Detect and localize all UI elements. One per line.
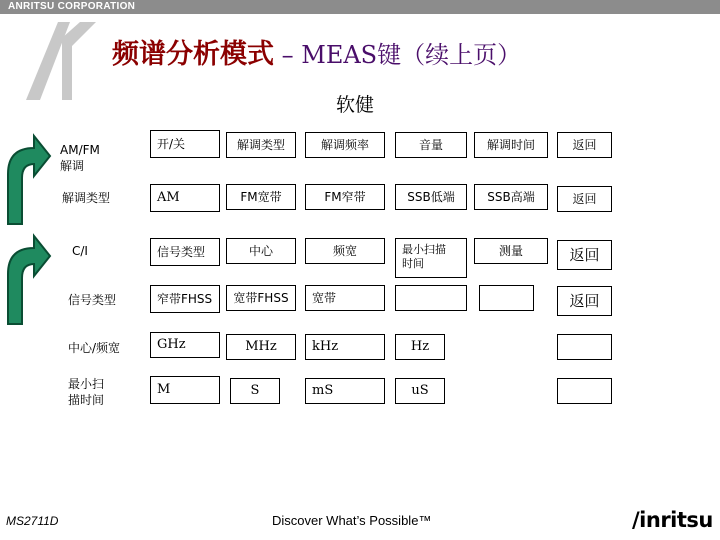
softkey-m[interactable]: M	[150, 376, 220, 404]
title-main: 频谱分析模式	[112, 39, 274, 70]
softkey-min-sweep-time[interactable]: 最小扫描 时间	[395, 238, 467, 278]
top-banner	[0, 0, 720, 14]
softkey-heading: 软健	[336, 94, 375, 116]
softkey-s[interactable]: S	[230, 378, 280, 404]
curved-arrow-icon	[2, 226, 52, 326]
row-label-demod-type: 解调类型	[62, 191, 111, 205]
softkey-demod-type[interactable]: 解调类型	[226, 132, 296, 158]
softkey-demod-time[interactable]: 解调时间	[474, 132, 548, 158]
softkey-signal-type[interactable]: 信号类型	[150, 238, 220, 266]
softkey-khz[interactable]: kHz	[305, 334, 385, 360]
softkey-mhz[interactable]: MHz	[226, 334, 296, 360]
softkey-return[interactable]: 返回	[557, 286, 612, 316]
title-sub: – MEAS键（续上页）	[274, 41, 522, 69]
anritsu-logo-mark-icon	[6, 18, 98, 102]
softkey-wideband-fhss[interactable]: 宽带FHSS	[226, 285, 296, 311]
row-label-line: 描时间	[68, 393, 105, 407]
softkey-ms[interactable]: mS	[305, 378, 385, 404]
company-name: ANRITSU CORPORATION	[8, 1, 136, 12]
row-label-min-sweep-time	[68, 376, 104, 408]
softkey-return[interactable]: 返回	[557, 186, 612, 212]
row-label-line: 最小扫	[68, 377, 105, 391]
softkey-return[interactable]: 返回	[557, 132, 612, 158]
softkey-return[interactable]: 返回	[557, 240, 612, 270]
softkey-am[interactable]: AM	[150, 184, 220, 212]
softkey-measure[interactable]: 测量	[474, 238, 548, 264]
softkey-empty[interactable]	[395, 285, 467, 311]
curved-arrow-icon	[2, 126, 52, 226]
row-label-line: AM/FM	[60, 143, 100, 157]
softkey-span[interactable]: 频宽	[305, 238, 385, 264]
softkey-demod-freq[interactable]: 解调频率	[305, 132, 385, 158]
softkey-volume[interactable]: 音量	[395, 132, 467, 158]
softkey-hz[interactable]: Hz	[395, 334, 445, 360]
softkey-empty[interactable]	[557, 378, 612, 404]
softkey-ssb-upper[interactable]: SSB高端	[474, 184, 548, 210]
softkey-fm-narrow[interactable]: FM窄带	[305, 184, 385, 210]
softkey-fm-wide[interactable]: FM宽带	[226, 184, 296, 210]
softkey-narrowband-fhss[interactable]: 窄带FHSS	[150, 285, 220, 313]
brand-logo: /inritsu	[632, 508, 713, 532]
page-title	[112, 34, 712, 75]
row-label-signal-type: 信号类型	[68, 293, 117, 307]
softkey-ghz[interactable]: GHz	[150, 332, 220, 358]
row-label-center-span: 中心/频宽	[68, 341, 121, 355]
row-label-am-fm-demod	[60, 142, 100, 174]
softkey-ssb-lower[interactable]: SSB低端	[395, 184, 467, 210]
softkey-empty[interactable]	[479, 285, 534, 311]
softkey-wideband[interactable]: 宽带	[305, 285, 385, 311]
softkey-us[interactable]: uS	[395, 378, 445, 404]
softkey-empty[interactable]	[557, 334, 612, 360]
row-label-line: 解调	[60, 159, 85, 173]
softkey-center[interactable]: 中心	[226, 238, 296, 264]
row-label-ci: C/I	[72, 244, 88, 258]
softkey-on-off[interactable]: 开/关	[150, 130, 220, 158]
tagline: Discover What’s Possible™	[272, 513, 432, 528]
model-name: MS2711D	[6, 514, 59, 528]
